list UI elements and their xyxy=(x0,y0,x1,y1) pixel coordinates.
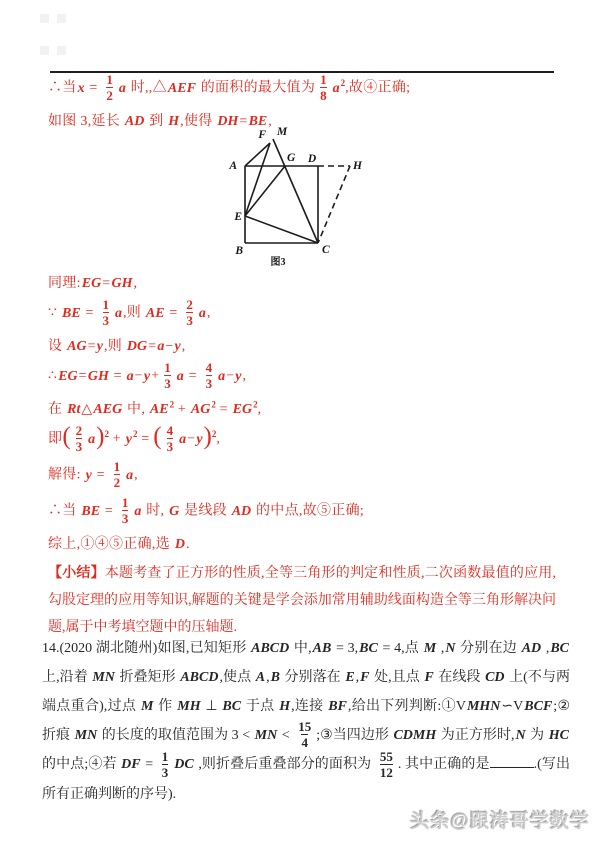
math-variable: M xyxy=(423,641,437,656)
math-variable: a xyxy=(126,368,134,384)
text-run: ∽V xyxy=(501,699,524,714)
text-run: ,连接 xyxy=(291,699,328,714)
text-run: , xyxy=(206,305,211,321)
text-run: − xyxy=(226,368,235,384)
math-variable: a xyxy=(218,368,226,384)
text-run: ;③当四边形 xyxy=(316,728,393,743)
text-run: = xyxy=(92,467,109,483)
figure-point-label: M xyxy=(277,126,288,138)
figure-caption: 图3 xyxy=(270,257,286,268)
math-variable: H xyxy=(279,699,291,714)
fraction: $\frac{1}{3}$ xyxy=(121,495,129,526)
text-run: − xyxy=(165,339,174,354)
text-run: 设 xyxy=(48,339,67,354)
math-line xyxy=(48,497,556,526)
text-run: ∴当 xyxy=(48,80,77,96)
math-line xyxy=(48,74,558,103)
figure-point-label: D xyxy=(307,153,317,165)
math-line xyxy=(48,272,556,292)
math-variable: y xyxy=(196,431,203,447)
text-run: 上(不与两端点重合),过点 xyxy=(42,670,571,714)
figure-point-label: G xyxy=(287,152,296,164)
math-line xyxy=(48,425,556,454)
faint-corner-mark xyxy=(57,46,66,55)
math-variable: y xyxy=(96,339,103,354)
text-run: ,则折叠后重叠部分的面积为 xyxy=(194,757,375,773)
text-run: 如图 3,延长 xyxy=(48,114,124,129)
math-variable: F xyxy=(424,670,434,685)
text-run: ( xyxy=(153,423,162,451)
text-run: < xyxy=(278,728,294,743)
watermark: 头条@跟涛哥学数学 xyxy=(410,811,590,832)
text-run: = xyxy=(148,339,157,354)
figure-point-label: B xyxy=(235,245,243,257)
solution-step-lines xyxy=(48,272,556,553)
math-variable: a xyxy=(118,80,126,96)
math-variable: x xyxy=(77,80,85,96)
fraction: $\frac{1}{2}$ xyxy=(106,72,113,103)
text-run: = xyxy=(239,114,248,129)
math-variable: EG xyxy=(58,368,78,384)
math-variable: HC xyxy=(548,728,570,743)
text-run: ∴当 xyxy=(48,503,81,519)
text-run: 于点 xyxy=(242,699,279,714)
text-run: , xyxy=(216,431,221,447)
text-run: 【小结】 xyxy=(48,566,105,581)
fraction: $\frac{1}{3}$ xyxy=(164,360,171,391)
math-line xyxy=(48,398,556,418)
figure-dashed-line xyxy=(318,166,350,243)
math-variable: BE xyxy=(81,503,101,519)
figure-point-label: C xyxy=(322,244,330,256)
fraction: $\frac{1}{8}$ xyxy=(320,72,327,103)
text-run: = xyxy=(81,305,98,321)
text-run: ,使点 xyxy=(219,670,255,685)
text-run: 的中点;④若 xyxy=(42,757,121,773)
math-line xyxy=(48,461,556,490)
math-variable: GH xyxy=(87,368,109,384)
text-run: ∵ xyxy=(48,305,62,321)
text-run: , xyxy=(266,670,270,685)
text-run: 本题考查了正方形的性质,全等三角形的判定和性质,二次函数最值的应用,勾股定理的应用等知识,解题的关键是学会添加常用辅助线面构造全等三角形解决问题,属于中考填空题中的压轴题. xyxy=(48,566,556,635)
fraction: $\frac{2}{3}$ xyxy=(75,423,83,454)
text-run: 处,且点 xyxy=(370,670,424,685)
superscript: 2 xyxy=(211,429,217,440)
math-variable: GH xyxy=(111,276,133,291)
math-variable: a xyxy=(332,80,340,96)
math-variable: MN xyxy=(254,728,278,743)
text-run: ) xyxy=(203,423,212,451)
text-run: − xyxy=(134,368,143,384)
text-run: ⊥ xyxy=(201,699,222,714)
math-variable: AEF xyxy=(167,80,196,96)
text-run: = xyxy=(165,305,182,321)
figure-point-label: F xyxy=(258,129,266,141)
text-run: , xyxy=(133,276,138,291)
text-run: = xyxy=(102,276,111,291)
math-variable: MH xyxy=(177,699,201,714)
math-variable: BC xyxy=(222,699,242,714)
math-variable: BC xyxy=(359,641,378,656)
math-variable: BCF xyxy=(524,699,553,714)
text-run: 中, xyxy=(290,641,312,656)
text-run: 作 xyxy=(154,699,177,714)
text-run: = xyxy=(85,80,102,96)
fraction: $\frac{1}{3}$ xyxy=(102,297,109,328)
math-variable: A xyxy=(255,670,266,685)
text-run: ,则 xyxy=(123,305,145,321)
text-run: , xyxy=(242,368,247,384)
text-run: ( xyxy=(62,423,71,451)
figure-point-label: H xyxy=(353,160,362,172)
text-run: ,则 xyxy=(103,339,126,354)
summary-note xyxy=(48,560,556,641)
fraction: $\frac{4}{3}$ xyxy=(205,360,213,391)
text-run: 综上,①④⑤正确,选 xyxy=(48,537,174,552)
math-variable: AG xyxy=(190,402,211,417)
text-run: 上,沿着 xyxy=(42,670,92,685)
math-variable: BE xyxy=(248,114,268,129)
text-run: 即 xyxy=(48,431,63,447)
math-variable: CDMH xyxy=(393,728,437,743)
text-run: ,故④正确; xyxy=(345,80,411,96)
superscript: 2 xyxy=(104,429,109,440)
text-run: 的中点,故⑤正确; xyxy=(252,503,365,519)
answer-blank xyxy=(490,754,534,768)
text-run: 在 xyxy=(48,402,67,417)
text-run: + xyxy=(108,431,125,447)
math-variable: F xyxy=(360,670,370,685)
text-run: △ xyxy=(81,402,93,417)
fraction: $\frac{55}{12}$ xyxy=(379,748,393,780)
superscript: 2 xyxy=(132,429,138,440)
math-variable: EG xyxy=(81,276,102,291)
figure-line xyxy=(245,166,285,216)
math-variable: E xyxy=(345,670,355,685)
math-line xyxy=(48,362,556,391)
figure-point-label: A xyxy=(229,160,237,172)
text-run: ∴ xyxy=(48,368,58,384)
math-variable: BE xyxy=(62,305,81,321)
math-variable: H xyxy=(168,114,180,129)
math-variable: D xyxy=(174,537,185,552)
text-run: , xyxy=(134,467,138,483)
math-variable: DG xyxy=(126,339,148,354)
superscript: 2 xyxy=(211,399,216,410)
text-run: ,给出下列判断:①V xyxy=(347,699,466,714)
math-variable: MN xyxy=(74,728,98,743)
math-variable: a xyxy=(126,467,134,483)
text-run: .(写出所有正确判断的序号). xyxy=(42,757,571,802)
fraction: $\frac{2}{3}$ xyxy=(186,297,193,328)
text-run: 是线段 xyxy=(180,503,231,519)
text-run: 到 xyxy=(145,114,168,129)
text-run: 在线段 xyxy=(434,670,485,685)
math-variable: CD xyxy=(485,670,505,685)
superscript: 2 xyxy=(340,78,346,89)
math-variable: MHN xyxy=(466,699,501,714)
math-variable: y xyxy=(143,368,151,384)
text-run: 为 xyxy=(526,728,548,743)
text-run: ;②折痕 xyxy=(42,699,571,743)
text-run: ,使得 xyxy=(180,114,217,129)
math-variable: y xyxy=(85,467,92,483)
math-variable: AE xyxy=(149,402,169,417)
math-line xyxy=(48,335,556,355)
math-variable: AEG xyxy=(93,402,123,417)
text-run: = xyxy=(78,368,87,384)
math-variable: AB xyxy=(312,641,332,656)
text-run: = xyxy=(87,339,96,354)
text-run: . 其中正确的是 xyxy=(397,757,490,773)
math-variable: a xyxy=(179,431,187,447)
text-run: 时, xyxy=(142,503,169,519)
text-run: + xyxy=(174,402,190,417)
text-run: 同理: xyxy=(48,276,81,291)
problem-14 xyxy=(42,634,570,809)
figure-svg xyxy=(222,124,374,272)
math-variable: Rt xyxy=(67,402,81,417)
text-run: = xyxy=(184,368,201,384)
math-variable: BF xyxy=(328,699,347,714)
math-variable: N xyxy=(445,641,456,656)
math-variable: ABCD xyxy=(180,670,219,685)
text-run: 的长度的取值范围为 3 < xyxy=(98,728,254,743)
math-variable: AG xyxy=(67,339,87,354)
math-line xyxy=(48,299,556,328)
superscript: 2 xyxy=(253,399,258,410)
top-divider-rule xyxy=(50,71,554,73)
text-run: . xyxy=(185,537,190,552)
text-run: 中, xyxy=(123,402,149,417)
math-variable: M xyxy=(140,699,154,714)
fraction: $\frac{1}{3}$ xyxy=(161,748,169,780)
math-variable: y xyxy=(125,431,132,447)
text-run: − xyxy=(187,431,196,447)
text-run: = xyxy=(141,757,157,773)
math-variable: AD xyxy=(231,503,252,519)
math-variable: DC xyxy=(174,757,194,773)
faint-corner-mark xyxy=(40,14,49,23)
text-run: ) xyxy=(96,423,105,451)
math-variable: y xyxy=(235,368,242,384)
math-variable: N xyxy=(515,728,526,743)
text-run: 分别落在 xyxy=(280,670,345,685)
math-variable: y xyxy=(174,339,181,354)
text-run: 时,,△ xyxy=(126,80,167,96)
text-run: 为正方形时, xyxy=(437,728,515,743)
math-variable: B xyxy=(270,670,280,685)
figure-line xyxy=(245,216,318,243)
text-run: , xyxy=(355,670,360,685)
text-run: 解得: xyxy=(48,467,85,483)
faint-corner-mark xyxy=(57,14,66,23)
text-run: 的面积的最大值为 xyxy=(196,80,316,96)
text-run: 14.(2020 湖北随州)如图,已知矩形 xyxy=(42,641,251,656)
fraction: $\frac{1}{2}$ xyxy=(113,459,121,490)
text-run: , xyxy=(268,114,273,129)
math-variable: a xyxy=(134,503,142,519)
geometry-figure xyxy=(222,124,374,272)
math-variable: DF xyxy=(121,757,141,773)
fraction: $\frac{4}{3}$ xyxy=(166,423,174,454)
figure-point-label: E xyxy=(234,211,242,223)
text-run: , xyxy=(181,339,186,354)
math-variable: EG xyxy=(232,402,253,417)
fraction: $\frac{15}{4}$ xyxy=(298,719,312,751)
math-variable: a xyxy=(157,339,165,354)
text-run: = xyxy=(109,368,126,384)
math-variable: AE xyxy=(145,305,165,321)
text-run: , xyxy=(437,641,445,656)
text-run: = xyxy=(215,402,232,417)
text-run: 分别在边 xyxy=(456,641,521,656)
faint-corner-mark xyxy=(40,46,49,55)
math-variable: BC xyxy=(550,641,570,656)
math-variable: a xyxy=(176,368,184,384)
math-variable: G xyxy=(169,503,180,519)
math-variable: a xyxy=(115,305,122,321)
text-run: = 3, xyxy=(332,641,359,656)
text-run: , xyxy=(257,402,262,417)
text-run: = xyxy=(137,431,154,447)
math-line xyxy=(48,533,556,553)
math-variable: MN xyxy=(92,670,115,685)
text-run: = 4,点 xyxy=(378,641,423,656)
text-run: = xyxy=(101,503,117,519)
math-variable: ABCD xyxy=(251,641,290,656)
math-variable: a xyxy=(88,431,96,447)
text-run: 折叠矩形 xyxy=(115,670,180,685)
math-variable: AD xyxy=(521,641,542,656)
text-run: + xyxy=(151,368,160,384)
math-variable: AD xyxy=(124,114,145,129)
math-variable: DH xyxy=(217,114,239,129)
solution-steps xyxy=(48,272,556,655)
math-variable: a xyxy=(198,305,206,321)
superscript: 2 xyxy=(169,399,175,410)
text-run: , xyxy=(542,641,550,656)
